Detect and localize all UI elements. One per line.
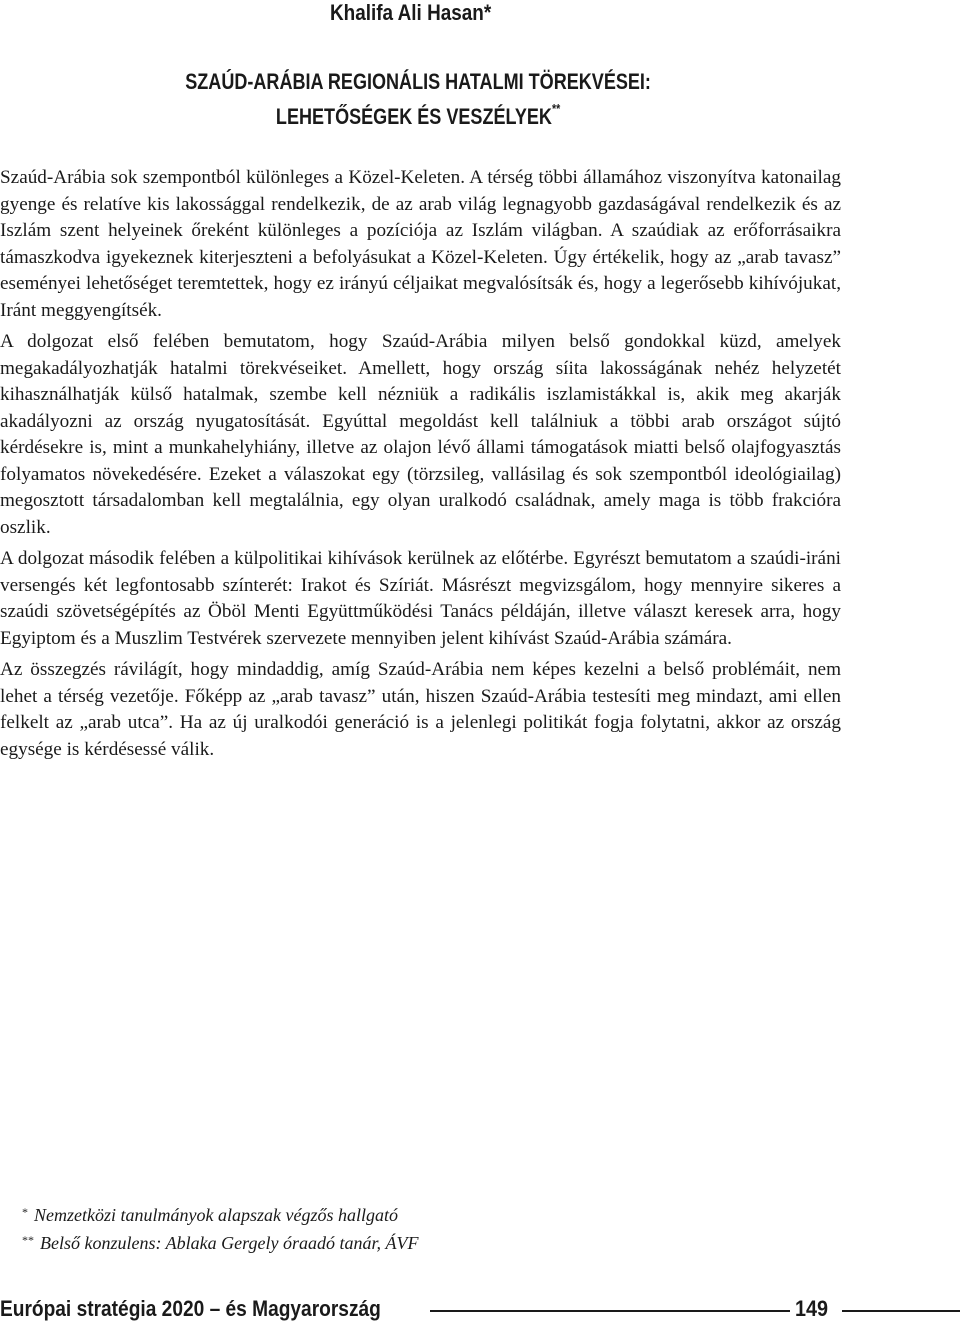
abstract-body (0, 165, 841, 768)
footnote-1-text: Nemzetközi tanulmányok alapszak végzős hallgató (34, 1205, 398, 1225)
footnote-2-mark: ** (22, 1233, 34, 1247)
footer-rule-left (430, 1310, 790, 1312)
paragraph-2: A dolgozat első felében bemutatom, hogy Szaúd-Arábia milyen belső gondokkal küzd, amelyek megakadályozhatják hatalmi törekvéseiket. Amellett, hogy ország síita lakosságának nehéz helyzetét kihasználhatják külső hatalmak, szembe kell nézniük a radikális iszlamistákkal is, akik meg akarják akadályozni az ország nyugatosítását. Egyúttal megoldást kell találniuk a többi arab országot sújtó kérdésekre is, mint a munkahelyhiány, illetve az olajon lévő állami támogatások miatti belső olajfogyasztás folyamatos növekedésére. Ezeket a válaszokat egy (törzsileg, vallásilag és sok szempontból ideológiailag) megosztott társadalomban kell megtalálnia, egy olyan uralkodó családnak, amely maga is több frakcióra oszlik. (0, 331, 841, 538)
page-footer (0, 1296, 960, 1326)
footnotes (22, 1201, 418, 1257)
footnote-1-mark: * (22, 1205, 28, 1219)
author-name: Khalifa Ali Hasan* (330, 0, 492, 25)
footnote-2-text: Belső konzulens: Ablaka Gergely óraadó tanár, ÁVF (40, 1233, 419, 1253)
footnote-2 (22, 1229, 418, 1257)
paragraph-3: A dolgozat második felében a külpolitikai kihívások kerülnek az előtérbe. Egyrészt bemutatom a szaúdi-iráni versengés két legfontosabb színterét: Irakot és Szíriát. Másrészt megvizsgálom, hogy mennyire sikeres a szaúdi szövetségépítés az Öböl Menti Együttműködési Tanács példáján, illetve választ keresek arra, hogy Egyiptom és a Muszlim Testvérek szervezete mennyiben jelent kihívást Szaúd-Arábia számára. (0, 548, 841, 649)
title-footnote-mark: ** (551, 101, 561, 116)
paragraph-4: Az összegzés rávilágít, hogy mindaddig, amíg Szaúd-Arábia nem képes kezelni a belső problémáit, nem lehet a térség vezetője. Főképp az „arab tavasz” után, hiszen Szaúd-Arábia testesíti meg mindazt, ami ellen felkelt az „arab utca”. Ha az új uralkodói generáció is a jelenlegi politikát fogja folytatni, akkor az ország egysége is kérdésessé válik. (0, 659, 841, 760)
journal-title: Európai stratégia 2020 – és Magyarország (0, 1296, 381, 1321)
paragraph-1: Szaúd-Arábia sok szempontból különleges a Közel-Keleten. A térség többi államához viszonyítva katonailag gyenge és relatíve kis lakossággal rendelkezik, de az arab világ legnagyobb gazdaságával rendelkezik és az Iszlám szent helyeinek őreként különleges a pozíciója az Iszlám világban. A szaúdiak az erőforrásaikra támaszkodva igyekeznek kiterjeszteni a befolyásukat a Közel-Keleten. Úgy értékelik, hogy az „arab tavasz” eseményei lehetőséget teremtettek, hogy ez irányú céljaikat megvalósítsák és, hogy a legerősebb kihívójukat, Iránt meggyengítsék. (0, 167, 841, 321)
article-title-line-2 (4, 101, 832, 130)
footer-rule-right (842, 1310, 960, 1312)
footnote-1 (22, 1201, 418, 1229)
title-text-1: SZAÚD-ARÁBIA REGIONÁLIS HATALMI TÖREKVÉSEI: (185, 69, 651, 94)
page-number: 149 (795, 1296, 829, 1321)
title-text-2: LEHETŐSÉGEK ÉS VESZÉLYEK (275, 104, 552, 129)
article-title-line-1 (4, 69, 832, 95)
